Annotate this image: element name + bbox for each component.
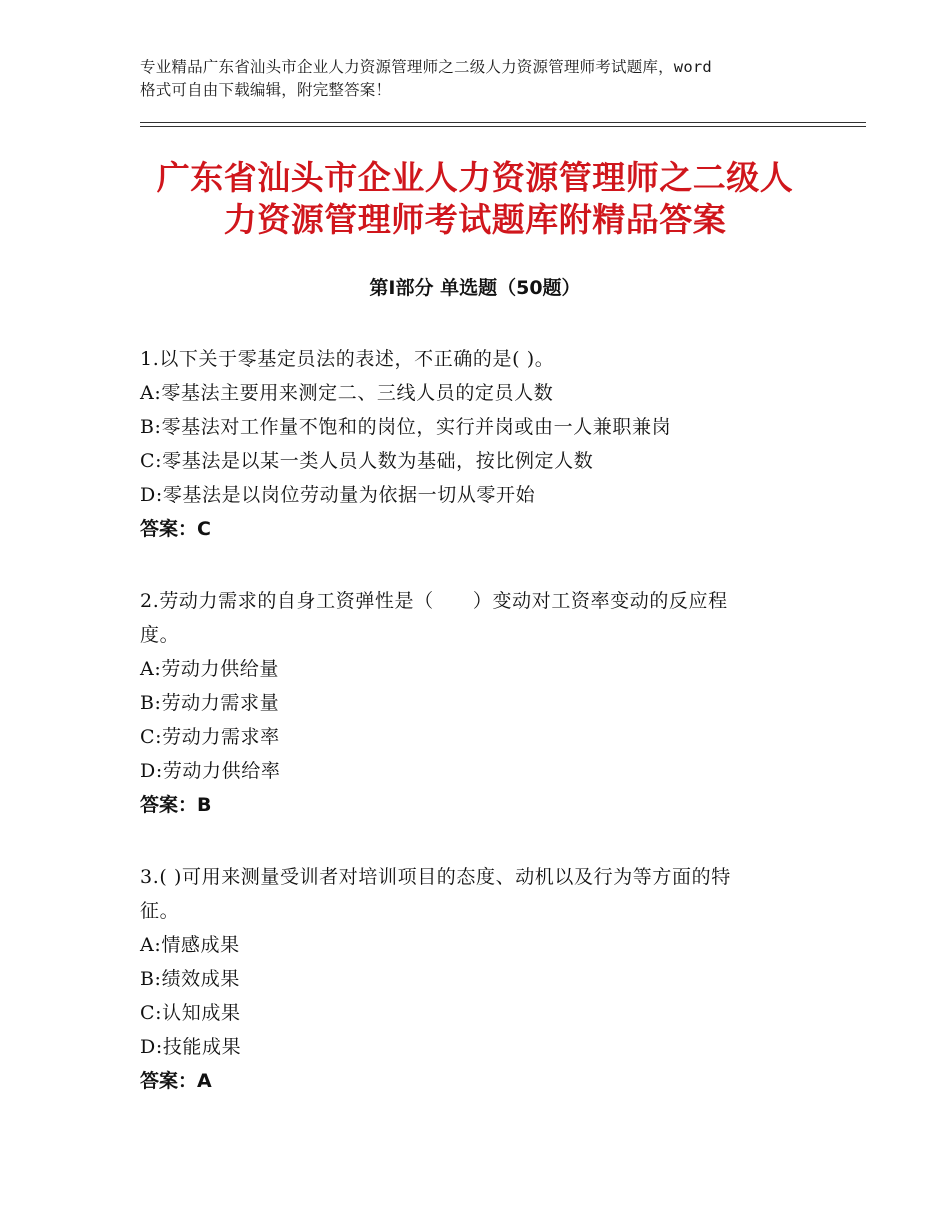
question-stem-continued: 度。: [140, 624, 180, 646]
option-a: A:劳动力供给量: [140, 658, 279, 680]
option-a: A:情感成果: [140, 934, 240, 956]
answer: 答案：C: [140, 518, 211, 540]
option-c: C:零基法是以某一类人员人数为基础，按比例定人数: [140, 450, 594, 472]
header-divider-top: [140, 122, 866, 123]
question-stem: 3.( )可用来测量受训者对培训项目的态度、动机以及行为等方面的特: [140, 866, 731, 888]
option-d: D:技能成果: [140, 1036, 242, 1058]
question-list: [140, 342, 820, 1136]
option-b: B:绩效成果: [140, 968, 240, 990]
question-3: [140, 860, 820, 1098]
document-title-line-2: 力资源管理师考试题库附精品答案: [223, 200, 727, 239]
question-stem: 1.以下关于零基定员法的表述，不正确的是( )。: [140, 348, 555, 370]
option-b: B:零基法对工作量不饱和的岗位，实行并岗或由一人兼职兼岗: [140, 416, 672, 438]
answer: 答案：A: [140, 1070, 212, 1092]
question-2: [140, 584, 820, 822]
header-note: [140, 56, 830, 102]
option-b: B:劳动力需求量: [140, 692, 280, 714]
question-stem: 2.劳动力需求的自身工资弹性是（ ）变动对工资率变动的反应程: [140, 590, 728, 612]
question-1: [140, 342, 820, 546]
answer: 答案：B: [140, 794, 212, 816]
option-d: D:劳动力供给率: [140, 760, 281, 782]
option-a: A:零基法主要用来测定二、三线人员的定员人数: [140, 382, 554, 404]
header-divider-bottom: [140, 126, 866, 127]
section-heading: 第Ⅰ部分 单选题（50题）: [369, 277, 581, 299]
header-note-line-1: 专业精品广东省汕头市企业人力资源管理师之二级人力资源管理师考试题库，word: [140, 58, 712, 76]
option-c: C:劳动力需求率: [140, 726, 280, 748]
option-d: D:零基法是以岗位劳动量为依据一切从零开始: [140, 484, 536, 506]
header-note-line-2: 格式可自由下载编辑，附完整答案！: [140, 81, 392, 99]
document-title-line-1: 广东省汕头市企业人力资源管理师之二级人: [156, 158, 794, 197]
question-stem-continued: 征。: [140, 900, 180, 922]
document-title: [120, 157, 830, 241]
option-c: C:认知成果: [140, 1002, 241, 1024]
